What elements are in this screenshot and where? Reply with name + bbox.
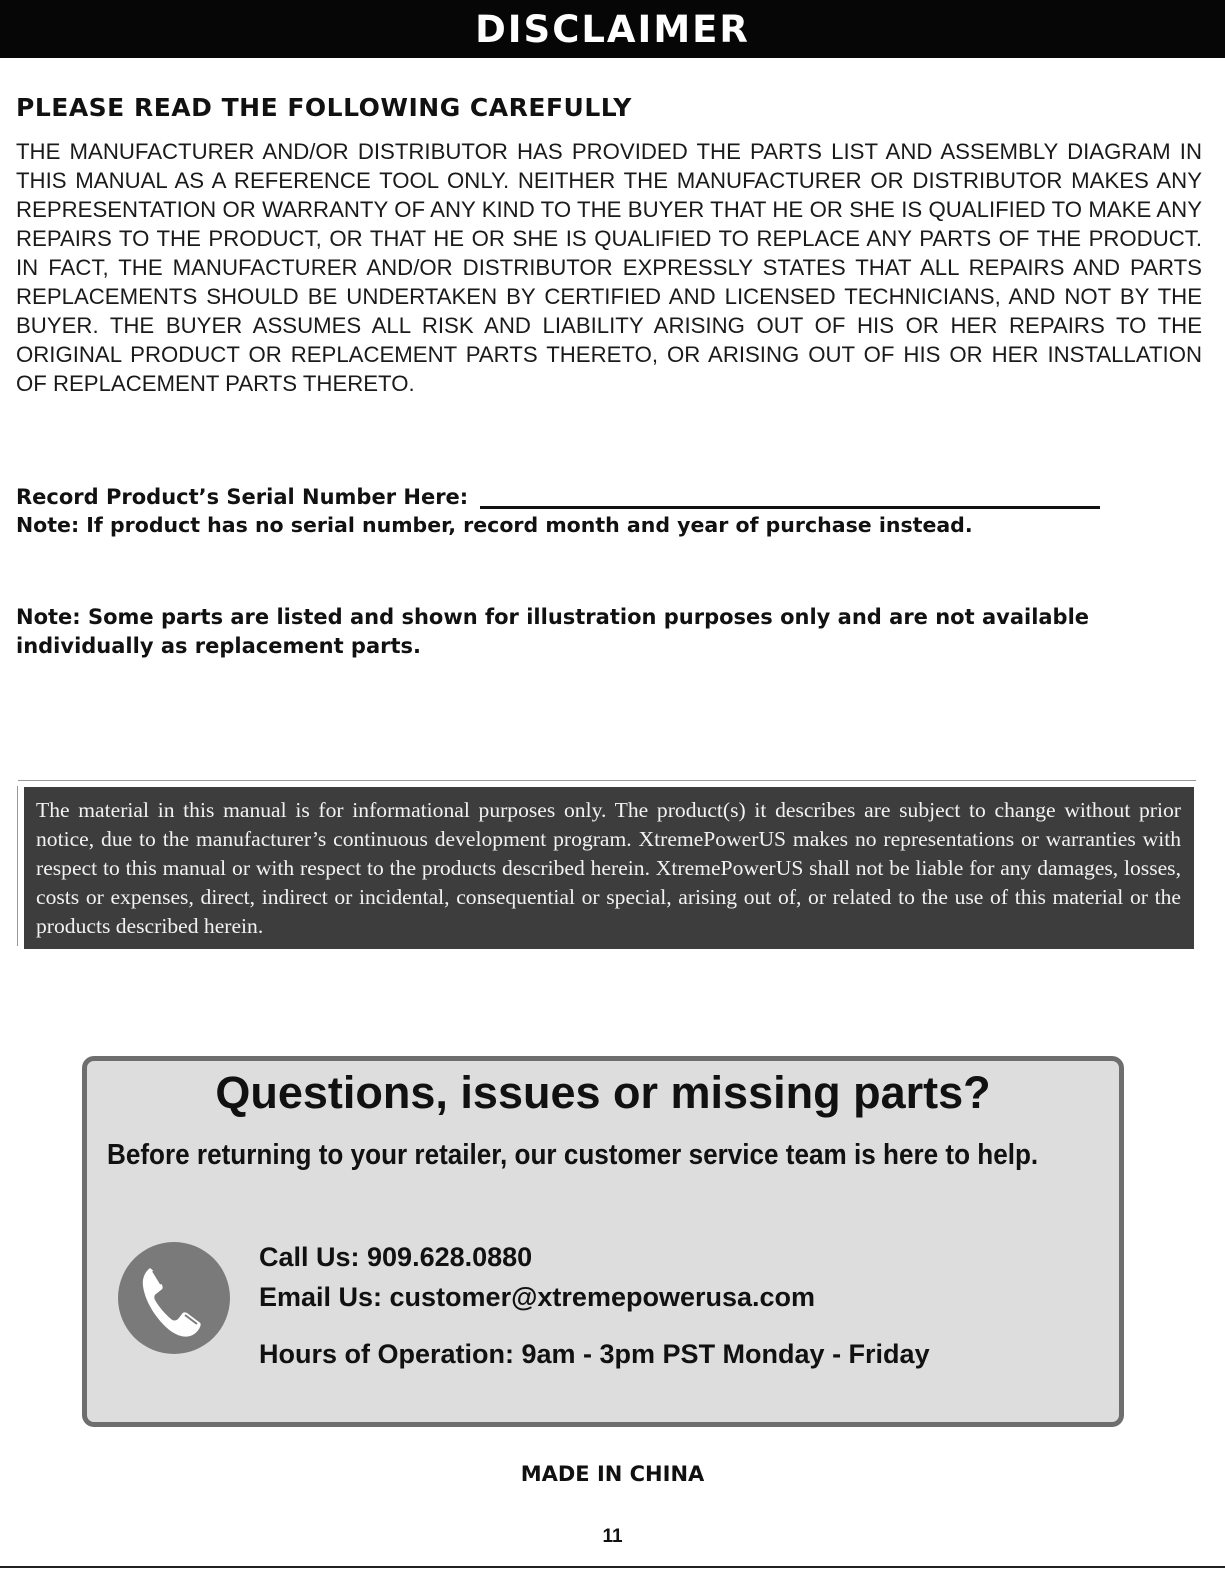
customer-service-box [82,1056,1124,1427]
disclaimer-body: THE MANUFACTURER AND/OR DISTRIBUTOR HAS PROVIDED THE PARTS LIST AND ASSEMBLY DIAGRAM IN THIS MANUAL AS A REFERENCE TOOL ONLY. NEITHER THE MANUFACTURER OR DISTRIBUTOR MAKES ANY REPRESENTATION OR WARRANTY OF ANY KIND TO THE BUYER THAT HE OR SHE IS QUALIFIED TO MAKE ANY REPAIRS TO THE PRODUCT, OR THAT HE OR SHE IS QUALIFIED TO REPLACE ANY PARTS OF THE PRODUCT. IN FACT, THE MANUFACTURER AND/OR DISTRIBUTOR EXPRESSLY STATES THAT ALL REPAIRS AND PARTS REPLACEMENTS SHOULD BE UNDERTAKEN BY CERTIFIED AND LICENSED TECHNICIANS, AND NOT BY THE BUYER. THE BUYER ASSUMES ALL RISK AND LIABILITY ARISING OUT OF HIS OR HER REPAIRS TO THE ORIGINAL PRODUCT OR REPLACEMENT PARTS THERETO, OR ARISING OUT OF HIS OR HER INSTALLATION OF REPLACEMENT PARTS THERETO. [16,139,1202,396]
contact-phone: Call Us: 909.628.0880 [259,1242,533,1272]
header-bar [0,0,1225,58]
phone-icon [117,1241,231,1355]
serial-number-label: Record Product’s Serial Number Here: [16,485,469,509]
made-in-label: MADE IN CHINA [520,1462,705,1486]
bottom-rule [0,1566,1225,1568]
serial-number-line [16,485,1100,509]
page-number: 11 [602,1526,623,1547]
legal-top-rule [18,780,1196,781]
contact-subtitle: Before returning to your retailer, our customer service team is here to help. [107,1139,1039,1171]
serial-number-blank [480,486,1100,509]
contact-email: Email Us: customer@xtremepowerusa.com [259,1282,816,1312]
parts-illustration-note: Note: Some parts are listed and shown for illustration purposes only and are not available individually as replacement parts. [16,605,1090,658]
legal-notice-box [24,787,1194,949]
legal-left-edge [17,786,18,946]
serial-number-note: Note: If product has no serial number, record month and year of purchase instead. [16,513,973,537]
contact-hours: Hours of Operation: 9am - 3pm PST Monday - Friday [259,1339,930,1369]
legal-notice-text: The material in this manual is for informational purposes only. The product(s) it describes are subject to change without prior notice, due to the manufacturer’s continuous development program. XtremePowerUS makes no representations or warranties with respect to this manual or with respect to the products described herein. XtremePowerUS shall not be liable for any damages, losses, costs or expenses, direct, indirect or incidental, consequential or special, arising out of, or related to the use of this material or the products described herein. [36,798,1181,938]
disclaimer-heading: PLEASE READ THE FOLLOWING CAREFULLY [16,93,632,122]
contact-title: Questions, issues or missing parts? [215,1067,991,1118]
page-title: DISCLAIMER [475,7,750,51]
